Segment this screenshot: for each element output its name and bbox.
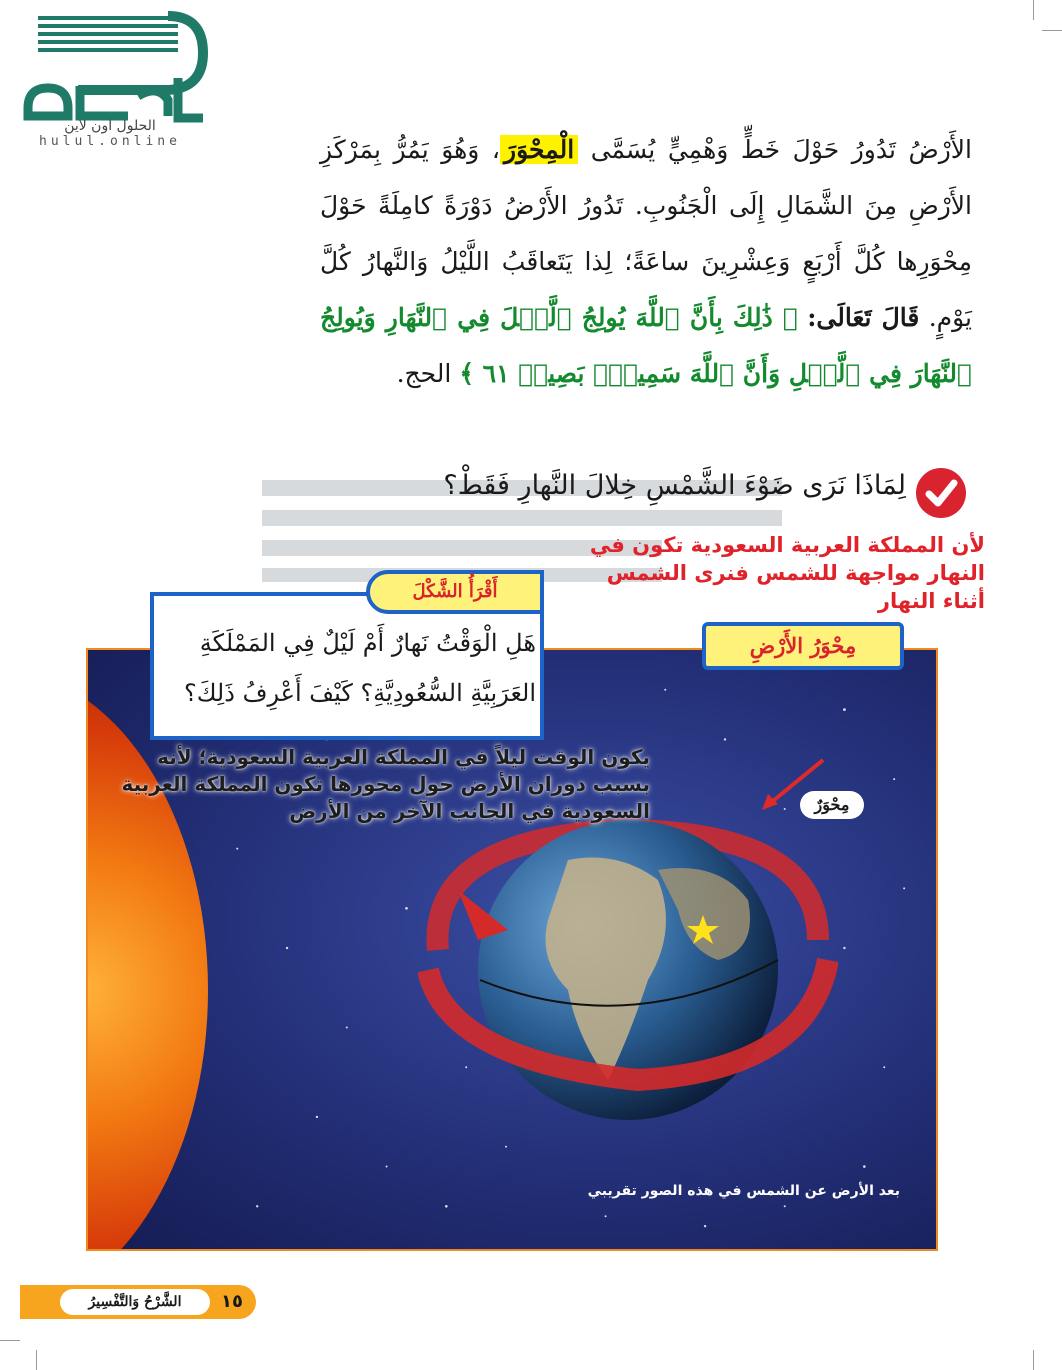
page-number: ١٥	[221, 1291, 243, 1312]
checkmark-icon	[916, 468, 966, 518]
lesson-paragraph	[320, 122, 972, 402]
question-answer: لأن المملكة العربية السعودية تكون في النهار مواجهة للشمس فنرى الشمس أثناء النهار	[589, 533, 985, 613]
read-figure-tab: أَقْرَأُ الشَّكْلَ	[366, 570, 544, 614]
logo-tagline: الحلول اون لاين	[64, 118, 156, 134]
section-name: الشَّرْحُ وَالتَّفْسِيرُ	[60, 1289, 210, 1315]
quran-verse: ﴿ ذَٰلِكَ بِأَنَّ ٱللَّهَ يُولِجُ ٱلَّيۡلَ فِي ٱلنَّهَارِ وَيُولِجُ ٱلنَّهَارَ فِي ٱلَّيۡلِ وَأَنَّ ٱللَّهَ سَمِيعُۢ بَصِيرٞ ٦١ ﴾	[320, 303, 972, 388]
logo-latin: hulul.online	[39, 134, 181, 149]
crop-mark	[0, 1340, 20, 1341]
crop-mark	[1033, 0, 1034, 20]
figure-caption: بعد الأرض عن الشمس في هذه الصور تقريبي	[587, 1183, 900, 1199]
read-figure-question: هَلِ الْوَقْتُ نَهارٌ أَمْ لَيْلٌ فِي المَمْلَكَةِ العَرَبِيَّةِ السُّعُودِيَّةِ؟ كَيْفَ أَعْرِفُ ذَلِكَ؟	[183, 629, 536, 707]
crop-mark	[36, 1350, 37, 1370]
earth-image	[418, 780, 838, 1120]
quran-intro: قَالَ تَعَالَى:	[807, 303, 920, 332]
paragraph-text: الأَرْضُ تَدُورُ حَوْلَ خَطٍّ وَهْمِيٍّ يُسَمَّى	[590, 135, 973, 164]
crop-mark	[1033, 1350, 1034, 1370]
surah-name: الحج.	[396, 359, 452, 388]
earth-axis-title: مِحْوَرُ الأَرْضِ	[702, 622, 904, 670]
highlighted-term: الْمِحْوَرَ	[500, 135, 578, 164]
paragraph-text: ، وَهُوَ يَمُرُّ بِمَرْكَزِ الأَرْضِ مِنَ الشَّمَالِ إِلَى الْجَنُوبِ. تَدُورُ الأَرْضُ دَوْرَةً كامِلَةً حَوْلَ مِحْوَرِها كُلَّ أَرْبَعٍ وَعِشْرِينَ ساعَةً؛ لِذا يَتَعاقَبُ اللَّيْلُ وَالنَّهارُ كُلَّ يَوْمٍ.	[320, 135, 972, 332]
figure-answer: يكون الوقت ليلاً في المملكة العربية السعودية؛ لأنه بسبب دوران الأرض حول محورها تكون المملكة العربية السعودية في الجانب الآخر من الأرض	[121, 745, 650, 823]
axis-label: مِحْوَرٌ	[800, 791, 864, 819]
watermark-stripe	[262, 510, 782, 526]
question-text: لِمَاذَا نَرَى ضَوْءَ الشَّمْسِ خِلالَ النَّهارِ فَقَطْ؟	[443, 470, 906, 501]
crop-mark	[1042, 30, 1062, 31]
